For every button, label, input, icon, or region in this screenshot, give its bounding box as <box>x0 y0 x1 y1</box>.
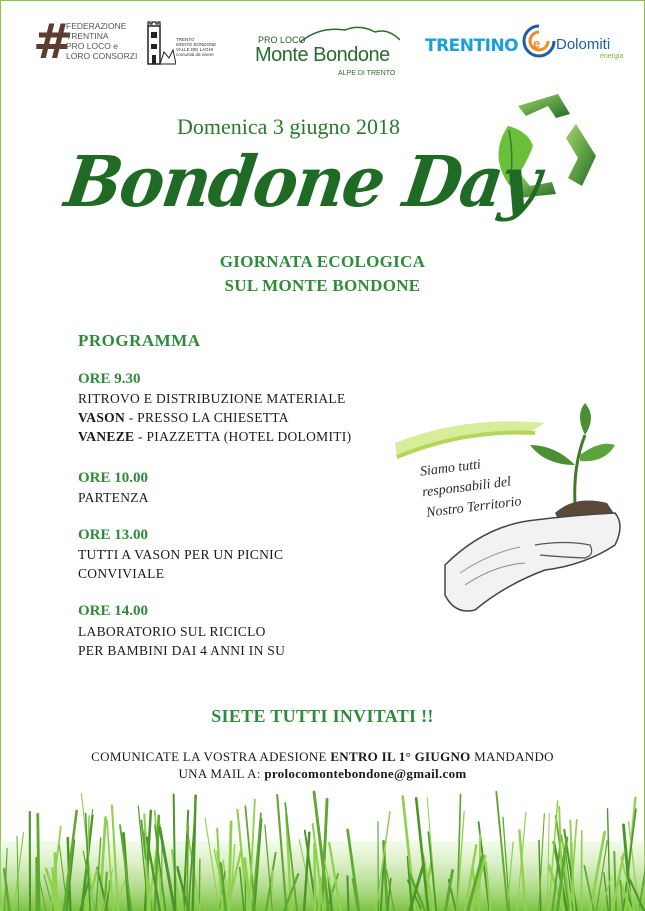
schedule-time: ORE 14.00 <box>78 603 149 619</box>
programma-heading: PROGRAMMA <box>78 331 201 350</box>
dolomiti-energia-subtext: energia <box>600 53 624 60</box>
location-detail: - PIAZZETTA (HOTEL DOLOMITI) <box>134 429 352 444</box>
tower-text-line: MONTE BONDONE <box>176 42 217 47</box>
schedule-line: LABORATORIO SUL RICICLO <box>78 624 266 639</box>
location-name: VANEZE <box>78 429 135 444</box>
contact-email: prolocomontebondone@gmail.com <box>264 766 467 781</box>
grass-border-icon <box>0 786 645 911</box>
schedule-time: ORE 13.00 <box>78 527 149 543</box>
schedule-line: CONVIVIALE <box>78 566 165 581</box>
federazione-line: TRENTINA <box>66 31 109 41</box>
slogan-line2: responsabili del <box>421 474 512 501</box>
dolomiti-logo-text: Dolomiti <box>556 36 611 53</box>
federazione-line: FEDERAZIONE <box>66 21 127 31</box>
schedule-line: PARTENZA <box>78 490 149 505</box>
contact-text: UNA MAIL A: <box>178 766 265 781</box>
event-subtitle-line2: SUL MONTE BONDONE <box>224 276 421 295</box>
dolomiti-energia-logo-icon <box>522 22 556 64</box>
contact-text: MANDANDO <box>470 749 554 764</box>
proloco-label: PRO LOCO <box>258 35 306 45</box>
schedule-line <box>78 410 289 426</box>
schedule-time: ORE 10.00 <box>78 470 149 486</box>
event-date: Domenica 3 giugno 2018 <box>177 114 401 139</box>
slogan-line3: Nostro Territorio <box>425 494 523 521</box>
schedule-time: ORE 9.30 <box>78 371 141 387</box>
event-title: Bondone Day <box>60 140 545 223</box>
proloco-subtitle: ALPE DI TRENTO <box>338 70 396 77</box>
tower-text-line: comunità da vivere <box>176 52 214 57</box>
schedule-line: RITROVO E DISTRIBUZIONE MATERIALE <box>78 391 346 406</box>
tower-text-line: TRENTO <box>176 37 195 42</box>
mountain-logo-icon <box>300 22 400 44</box>
tower-logo-text <box>176 37 216 57</box>
schedule-line: TUTTI A VASON PER UN PICNIC <box>78 547 284 562</box>
proloco-name: Monte Bondone <box>255 44 390 66</box>
contact-line1 <box>0 749 645 765</box>
svg-text:e: e <box>533 36 541 51</box>
trentino-logo: TRENTINO <box>425 36 519 56</box>
grass-blade <box>314 844 315 911</box>
federazione-hash-logo: # <box>33 14 74 70</box>
location-detail: - PRESSO LA CHIESETTA <box>125 410 289 425</box>
slogan-line1: Siamo tutti <box>419 457 482 480</box>
schedule-line <box>78 429 351 445</box>
grass-blade <box>38 814 39 911</box>
tower-text-line: VALLE DEI LAGHI <box>176 47 214 52</box>
invitation-text: SIETE TUTTI INVITATI !! <box>211 706 434 726</box>
federazione-line: PRO LOCO e <box>66 41 118 51</box>
grass-blade <box>347 876 348 911</box>
schedule-line: PER BAMBINI DAI 4 ANNI IN SU <box>78 643 286 658</box>
federazione-logo-text <box>66 21 137 61</box>
event-subtitle-line1: GIORNATA ECOLOGICA <box>219 252 426 271</box>
deadline-text: ENTRO IL 1° GIUGNO <box>330 749 471 764</box>
tower-logo-icon <box>142 20 176 66</box>
federazione-line: LORO CONSORZI <box>66 51 138 61</box>
contact-line2 <box>0 766 645 782</box>
contact-text: COMUNICATE LA VOSTRA ADESIONE <box>91 749 331 764</box>
location-name: VASON <box>78 410 126 425</box>
